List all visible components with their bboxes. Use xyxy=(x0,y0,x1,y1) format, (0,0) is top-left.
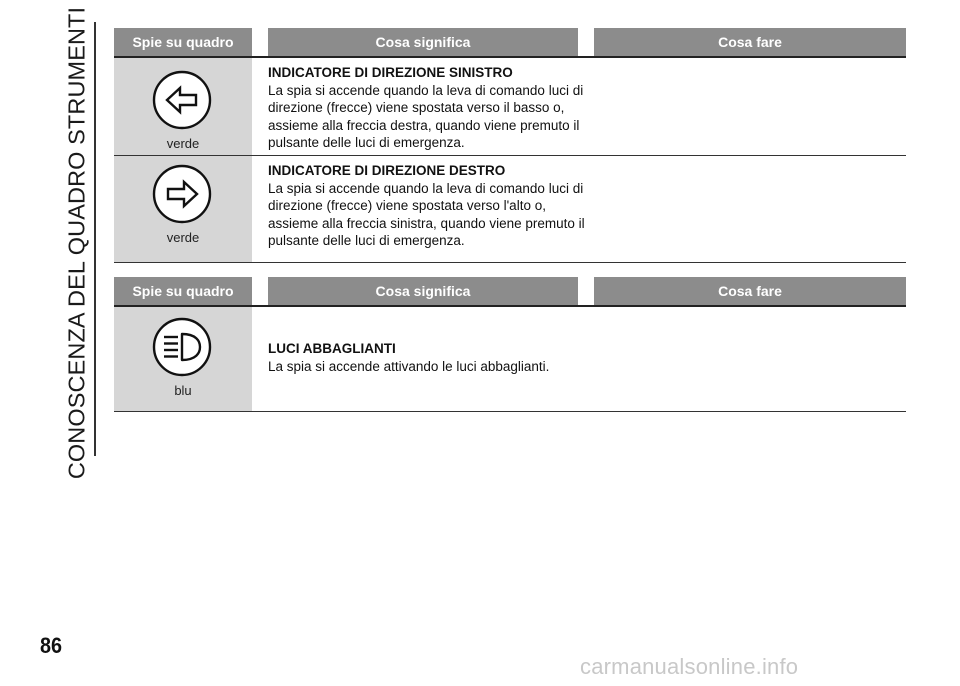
indicator-description: La spia si accende attivando le luci abbaglianti. xyxy=(268,358,550,374)
table-header xyxy=(114,28,906,56)
header-lamp: Spie su quadro xyxy=(114,277,252,305)
indicator-title: INDICATORE DI DIREZIONE DESTRO xyxy=(268,163,506,178)
lamp-color-label: verde xyxy=(166,230,200,245)
indicator-description: La spia si accende quando la leva di comando luci di direzione (frecce) viene spostata verso l'alto o, assieme alla freccia sinistra, quando viene premuto il pulsante delle luci di emergenza. xyxy=(268,180,585,249)
warning-lights-table-1 xyxy=(114,28,906,263)
lamp-cell xyxy=(114,307,252,411)
table-row-high-beam xyxy=(114,307,906,412)
header-action: Cosa fare xyxy=(594,28,906,56)
indicator-description: La spia si accende quando la leva di comando luci di direzione (frecce) viene spostata verso il basso o, assieme alla freccia destra, quando viene premuto il pulsante delle luci di emergenza. xyxy=(268,82,584,151)
indicator-title: INDICATORE DI DIREZIONE SINISTRO xyxy=(268,65,513,80)
section-title-text: CONOSCENZA DEL QUADRO STRUMENTI xyxy=(63,6,90,479)
lamp-color-label: blu xyxy=(174,383,192,398)
warning-lights-table-2 xyxy=(114,277,906,412)
header-action: Cosa fare xyxy=(594,277,906,305)
table-row-right-indicator xyxy=(114,156,906,263)
lamp-cell xyxy=(114,58,252,155)
lamp-color-label: verde xyxy=(166,136,200,151)
table-row-left-indicator xyxy=(114,58,906,156)
table-header xyxy=(114,277,906,305)
high-beam-icon xyxy=(152,317,212,377)
right-arrow-icon xyxy=(152,164,212,224)
header-meaning: Cosa significa xyxy=(268,277,578,305)
page-number: 86 xyxy=(40,633,63,658)
lamp-cell xyxy=(114,156,252,262)
side-divider xyxy=(94,22,96,456)
meaning-cell xyxy=(268,64,588,152)
watermark: carmanualsonline.info xyxy=(580,654,799,679)
meaning-cell xyxy=(268,340,588,375)
indicator-title: LUCI ABBAGLIANTI xyxy=(268,341,396,356)
header-meaning: Cosa significa xyxy=(268,28,578,56)
left-arrow-icon xyxy=(152,70,212,130)
meaning-cell xyxy=(268,162,588,250)
header-lamp: Spie su quadro xyxy=(114,28,252,56)
